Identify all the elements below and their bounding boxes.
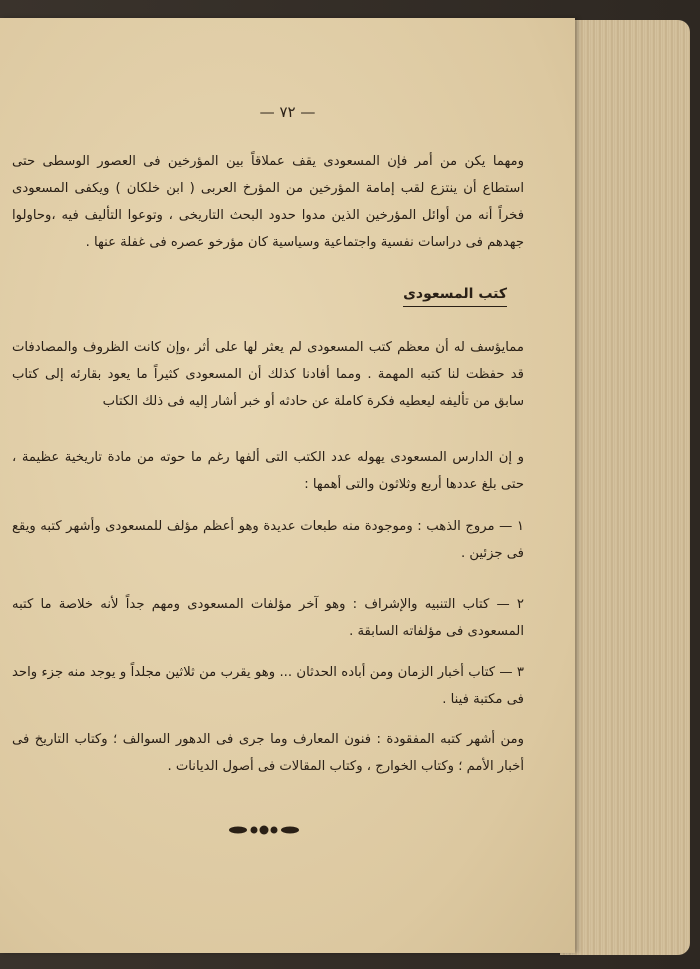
- paragraph-lost-works: ومن أشهر كتبه المفقودة : فنون المعارف وما جرى فى الدهور السوالف ؛ وكتاب التاريخ فى أخبار الأمم ؛ وكتاب الخوارج ، وكتاب المقالات فى أصول الديانات .: [12, 732, 524, 774]
- book-page: [0, 18, 575, 953]
- list-item-muruj: ١ — مروج الذهب : وموجودة منه طبعات عديدة وهو أعظم مؤلف للمسعودى وأشهر كتبه ويقع فى جزئين .: [12, 519, 524, 561]
- paragraph-book-count: و إن الدارس المسعودى يهوله عدد الكتب التى ألفها رغم ما حوته من مادة تاريخية عظيمة ، حتى بلغ عددها أربع وثلاثون والتى أهمها :: [12, 450, 524, 492]
- page-stack-edge: [560, 20, 690, 955]
- list-item-tanbih: ٢ — كتاب التنبيه والإشراف : وهو آخر مؤلفات المسعودى ومهم جداً لأنه خلاصة ما كتبه المسعودى فى مؤلفاته السابقة .: [12, 597, 524, 639]
- list-item-akhbar: ٣ — كتاب أخبار الزمان ومن أباده الحدثان ... وهو يقرب من ثلاثين مجلداً و يوجد منه جزء واحد فى مكتبة فينا .: [12, 665, 524, 707]
- ornament-divider-icon: [228, 822, 300, 838]
- section-heading: كتب المسعودى: [403, 286, 507, 307]
- page-number: — ٧٢ —: [259, 103, 316, 121]
- paragraph-intro: ومهما يكن من أمر فإن المسعودى يقف عملاقاً بين المؤرخين فى العصور الوسطى حتى استطاع أن ينتزع لقب إمامة المؤرخين من المؤرخ العربى ( ابن خلكان ) ويكفى المسعودى فخراً أنه من أوائل المؤرخين الذين مدوا حدود البحث التاريخى ، وتوعوا التأليف فيه ،وحاولوا جهدهم فى دراسات نفسية واجتماعية وسياسية كان مؤرخو عصره فى غفلة عنها .: [12, 154, 524, 250]
- paragraph-lost-books: ممايؤسف له أن معظم كتب المسعودى لم يعثر لها على أثر ،وإن كانت الظروف والمصادفات قد حفظت لنا كتبه المهمة . ومما أفادنا كذلك أن المسعودى كثيراً ما يعود بقارئه إلى كتاب سابق من تأليفه ليعطيه فكرة كاملة عن حادثه أو خبر أشار إليه فى ذلك الكتاب: [12, 340, 524, 409]
